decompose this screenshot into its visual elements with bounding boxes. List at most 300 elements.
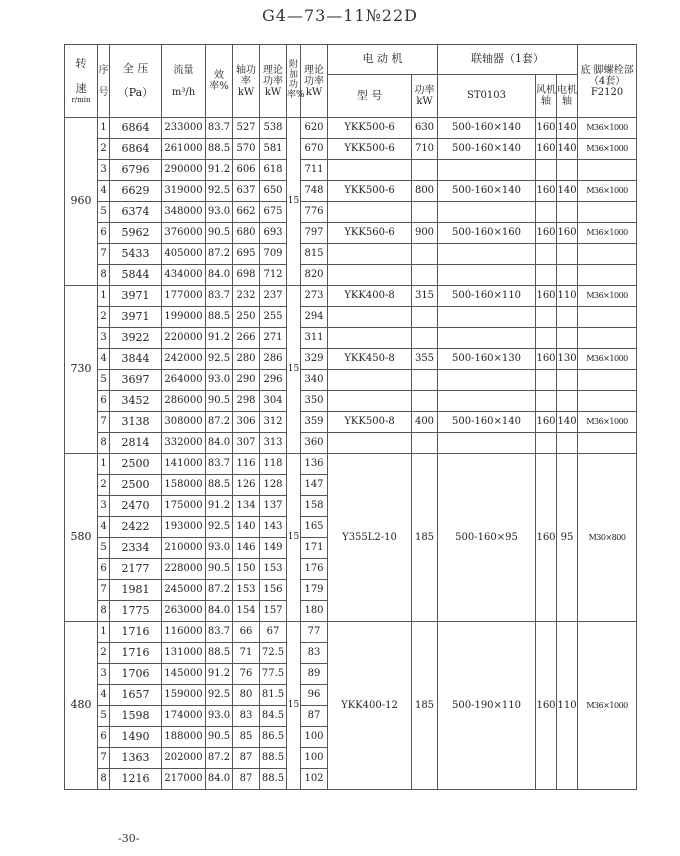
pressure-cell: 1657 [110,685,162,706]
seq-cell: 5 [98,706,110,727]
flow-cell: 264000 [162,370,206,391]
efficiency-cell: 90.5 [206,559,233,580]
motor-model-cell: YKK500-6 [328,181,412,202]
shaft-power-cell: 150 [233,559,260,580]
theory-power-2-cell: 100 [301,727,328,748]
efficiency-cell: 93.0 [206,538,233,559]
motor-model-cell: YKK500-8 [328,412,412,433]
theory-power-1-cell: 237 [260,286,287,307]
seq-cell: 5 [98,370,110,391]
table-header [65,45,637,118]
motor-shaft-cell [557,202,578,223]
page-title: G4—73—11№22D [261,6,418,25]
theory-power-2-cell: 179 [301,580,328,601]
speed-cell: 480 [65,622,98,790]
coupling-cell: 500-160×140 [438,412,536,433]
theory-power-1-cell: 84.5 [260,706,287,727]
shaft-power-cell: 307 [233,433,260,454]
theory-power-2-cell: 273 [301,286,328,307]
bolt-cell [578,244,637,265]
efficiency-cell: 83.7 [206,286,233,307]
efficiency-cell: 87.2 [206,412,233,433]
pressure-cell: 1216 [110,769,162,790]
theory-power-1-cell: 88.5 [260,748,287,769]
flow-cell: 158000 [162,475,206,496]
motor-shaft-cell [557,265,578,286]
pressure-cell: 2814 [110,433,162,454]
coupling-cell [438,202,536,223]
motor-shaft-cell: 160 [557,223,578,244]
theory-power-1-cell: 77.5 [260,664,287,685]
motor-shaft-cell: 110 [557,286,578,307]
header-shaft-power: 轴功率kW [233,45,260,118]
motor-model-cell [328,433,412,454]
theory-power-2-cell: 340 [301,370,328,391]
shaft-power-cell: 146 [233,538,260,559]
fan-shaft-cell: 160 [536,118,557,139]
flow-cell: 319000 [162,181,206,202]
theory-power-1-cell: 143 [260,517,287,538]
fan-shaft-cell: 160 [536,223,557,244]
shaft-power-cell: 298 [233,391,260,412]
seq-cell: 6 [98,223,110,244]
coupling-cell [438,391,536,412]
theory-power-1-cell: 709 [260,244,287,265]
motor-power-cell: 800 [412,181,438,202]
motor-power-cell [412,307,438,328]
flow-cell: 145000 [162,664,206,685]
fan-shaft-cell [536,160,557,181]
efficiency-cell: 83.7 [206,622,233,643]
seq-cell: 2 [98,307,110,328]
theory-power-1-cell: 538 [260,118,287,139]
flow-cell: 308000 [162,412,206,433]
table-row [65,412,637,433]
header-pressure: 全 压 （Pa） [110,45,162,118]
efficiency-cell: 88.5 [206,475,233,496]
table-row [65,349,637,370]
header-fan-shaft: 风机轴 [536,75,557,118]
theory-power-1-cell: 286 [260,349,287,370]
fan-shaft-cell: 160 [536,349,557,370]
table-row [65,307,637,328]
motor-power-cell [412,391,438,412]
pressure-cell: 2177 [110,559,162,580]
seq-cell: 7 [98,412,110,433]
pressure-cell: 6864 [110,139,162,160]
efficiency-cell: 88.5 [206,307,233,328]
flow-cell: 233000 [162,118,206,139]
theory-power-1-cell: 296 [260,370,287,391]
theory-power-1-cell: 67 [260,622,287,643]
header-coupling-model: ST0103 [438,75,536,118]
shaft-power-cell: 695 [233,244,260,265]
flow-cell: 332000 [162,433,206,454]
shaft-power-cell: 116 [233,454,260,475]
flow-cell: 174000 [162,706,206,727]
flow-cell: 228000 [162,559,206,580]
theory-power-2-cell: 87 [301,706,328,727]
seq-cell: 6 [98,391,110,412]
theory-power-2-cell: 776 [301,202,328,223]
seq-cell: 3 [98,328,110,349]
theory-power-1-cell: 693 [260,223,287,244]
theory-power-1-cell: 72.5 [260,643,287,664]
table-row [65,160,637,181]
theory-power-1-cell: 118 [260,454,287,475]
shaft-power-cell: 140 [233,517,260,538]
motor-shaft-cell: 140 [557,118,578,139]
theory-power-1-cell: 618 [260,160,287,181]
flow-cell: 286000 [162,391,206,412]
efficiency-cell: 87.2 [206,748,233,769]
flow-cell: 245000 [162,580,206,601]
seq-cell: 3 [98,496,110,517]
pressure-cell: 3971 [110,286,162,307]
motor-power-cell: 315 [412,286,438,307]
coupling-cell [438,307,536,328]
bolt-cell: M36×1000 [578,118,637,139]
theory-power-2-cell: 329 [301,349,328,370]
theory-power-1-cell: 86.5 [260,727,287,748]
pressure-cell: 2470 [110,496,162,517]
table-row [65,223,637,244]
seq-cell: 6 [98,727,110,748]
shaft-power-cell: 153 [233,580,260,601]
table-row [65,265,637,286]
pressure-cell: 3971 [110,307,162,328]
coupling-cell [438,370,536,391]
extra-power-cell: 15 [287,286,301,454]
theory-power-1-cell: 153 [260,559,287,580]
flow-cell: 199000 [162,307,206,328]
extra-power-cell: 15 [287,118,301,286]
motor-power-cell [412,265,438,286]
flow-cell: 220000 [162,328,206,349]
bolt-cell: M36×1000 [578,622,637,790]
motor-shaft-cell: 140 [557,412,578,433]
motor-shaft-cell [557,307,578,328]
table-row [65,244,637,265]
motor-model-cell: YKK500-6 [328,118,412,139]
seq-cell: 8 [98,265,110,286]
header-motor: 电 动 机 [328,45,438,75]
header-foundation: 底 脚螺栓部（4套）F2120 [578,45,637,118]
coupling-cell: 500-190×110 [438,622,536,790]
shaft-power-cell: 266 [233,328,260,349]
table-row [65,181,637,202]
flow-cell: 141000 [162,454,206,475]
seq-cell: 2 [98,643,110,664]
seq-cell: 2 [98,475,110,496]
header-speed: 转 速 r/min [65,45,98,118]
flow-cell: 242000 [162,349,206,370]
shaft-power-cell: 606 [233,160,260,181]
efficiency-cell: 84.0 [206,433,233,454]
theory-power-2-cell: 797 [301,223,328,244]
motor-model-cell [328,202,412,223]
speed-cell: 960 [65,118,98,286]
coupling-cell: 500-160×95 [438,454,536,622]
motor-model-cell [328,307,412,328]
motor-shaft-cell [557,391,578,412]
motor-model-cell [328,160,412,181]
fan-shaft-cell [536,328,557,349]
fan-shaft-cell [536,307,557,328]
shaft-power-cell: 134 [233,496,260,517]
bolt-cell [578,328,637,349]
motor-power-cell [412,370,438,391]
shaft-power-cell: 662 [233,202,260,223]
shaft-power-cell: 280 [233,349,260,370]
efficiency-cell: 90.5 [206,391,233,412]
header-motor-power: 功率kW [412,75,438,118]
flow-cell: 193000 [162,517,206,538]
efficiency-cell: 92.5 [206,349,233,370]
efficiency-cell: 92.5 [206,181,233,202]
shaft-power-cell: 306 [233,412,260,433]
seq-cell: 7 [98,244,110,265]
efficiency-cell: 83.7 [206,118,233,139]
coupling-cell [438,160,536,181]
pressure-cell: 2500 [110,475,162,496]
motor-model-cell [328,370,412,391]
speed-cell: 580 [65,454,98,622]
seq-cell: 4 [98,685,110,706]
motor-model-cell: YKK400-12 [328,622,412,790]
bolt-cell [578,160,637,181]
efficiency-cell: 90.5 [206,223,233,244]
pressure-cell: 5962 [110,223,162,244]
theory-power-1-cell: 271 [260,328,287,349]
shaft-power-cell: 76 [233,664,260,685]
theory-power-2-cell: 359 [301,412,328,433]
pressure-cell: 2422 [110,517,162,538]
pressure-cell: 3697 [110,370,162,391]
pressure-cell: 3922 [110,328,162,349]
seq-cell: 5 [98,202,110,223]
bolt-cell [578,433,637,454]
motor-model-cell [328,265,412,286]
pressure-cell: 6796 [110,160,162,181]
motor-power-cell: 185 [412,454,438,622]
shaft-power-cell: 126 [233,475,260,496]
theory-power-2-cell: 670 [301,139,328,160]
pressure-cell: 1363 [110,748,162,769]
extra-power-cell: 15 [287,454,301,622]
bolt-cell: M36×1000 [578,139,637,160]
coupling-cell: 500-160×110 [438,286,536,307]
flow-cell: 175000 [162,496,206,517]
shaft-power-cell: 290 [233,370,260,391]
fan-shaft-cell [536,433,557,454]
bolt-cell [578,265,637,286]
flow-cell: 263000 [162,601,206,622]
motor-model-cell: YKK560-6 [328,223,412,244]
theory-power-2-cell: 102 [301,769,328,790]
bolt-cell: M36×1000 [578,223,637,244]
bolt-cell [578,370,637,391]
efficiency-cell: 91.2 [206,664,233,685]
shaft-power-cell: 698 [233,265,260,286]
table-row [65,391,637,412]
pressure-cell: 6629 [110,181,162,202]
theory-power-2-cell: 158 [301,496,328,517]
pressure-cell: 6864 [110,118,162,139]
theory-power-1-cell: 128 [260,475,287,496]
coupling-cell: 500-160×160 [438,223,536,244]
seq-cell: 7 [98,580,110,601]
seq-cell: 1 [98,118,110,139]
motor-power-cell: 630 [412,118,438,139]
bolt-cell [578,391,637,412]
coupling-cell [438,265,536,286]
theory-power-1-cell: 157 [260,601,287,622]
theory-power-2-cell: 165 [301,517,328,538]
speed-cell: 730 [65,286,98,454]
motor-shaft-cell [557,328,578,349]
theory-power-1-cell: 156 [260,580,287,601]
flow-cell: 177000 [162,286,206,307]
motor-model-cell [328,391,412,412]
seq-cell: 4 [98,517,110,538]
shaft-power-cell: 680 [233,223,260,244]
theory-power-1-cell: 650 [260,181,287,202]
seq-cell: 8 [98,601,110,622]
header-theory-power-1: 理论功率kW [260,45,287,118]
theory-power-2-cell: 350 [301,391,328,412]
seq-cell: 3 [98,664,110,685]
theory-power-1-cell: 304 [260,391,287,412]
header-motor-shaft: 电机轴 [557,75,578,118]
theory-power-1-cell: 149 [260,538,287,559]
theory-power-2-cell: 820 [301,265,328,286]
seq-cell: 8 [98,433,110,454]
efficiency-cell: 87.2 [206,580,233,601]
motor-model-cell: Y355L2-10 [328,454,412,622]
coupling-cell: 500-160×140 [438,181,536,202]
efficiency-cell: 92.5 [206,517,233,538]
efficiency-cell: 93.0 [206,706,233,727]
table-row [65,202,637,223]
seq-cell: 8 [98,769,110,790]
theory-power-2-cell: 294 [301,307,328,328]
motor-shaft-cell [557,433,578,454]
bolt-cell: M36×1000 [578,286,637,307]
efficiency-cell: 93.0 [206,370,233,391]
header-theory-power-2: 理论功率kW [301,45,328,118]
flow-cell: 405000 [162,244,206,265]
page-number: -30- [118,832,140,845]
theory-power-1-cell: 81.5 [260,685,287,706]
theory-power-2-cell: 89 [301,664,328,685]
motor-model-cell: YKK450-8 [328,349,412,370]
pressure-cell: 6374 [110,202,162,223]
seq-cell: 4 [98,349,110,370]
pressure-cell: 3844 [110,349,162,370]
motor-model-cell: YKK500-6 [328,139,412,160]
shaft-power-cell: 71 [233,643,260,664]
header-efficiency: 效率% [206,45,233,118]
bolt-cell [578,202,637,223]
theory-power-1-cell: 88.5 [260,769,287,790]
motor-shaft-cell: 140 [557,139,578,160]
fan-shaft-cell: 160 [536,286,557,307]
seq-cell: 1 [98,622,110,643]
efficiency-cell: 91.2 [206,496,233,517]
motor-power-cell [412,328,438,349]
efficiency-cell: 83.7 [206,454,233,475]
theory-power-2-cell: 311 [301,328,328,349]
bolt-cell: M36×1000 [578,349,637,370]
shaft-power-cell: 87 [233,769,260,790]
theory-power-2-cell: 100 [301,748,328,769]
coupling-cell [438,328,536,349]
flow-cell: 188000 [162,727,206,748]
flow-cell: 434000 [162,265,206,286]
shaft-power-cell: 527 [233,118,260,139]
motor-shaft-cell: 95 [557,454,578,622]
pressure-cell: 1981 [110,580,162,601]
pressure-cell: 2500 [110,454,162,475]
bolt-cell: M30×800 [578,454,637,622]
fan-shaft-cell [536,370,557,391]
theory-power-1-cell: 313 [260,433,287,454]
fan-shaft-cell [536,265,557,286]
header-coupling: 联轴器（1套） [438,45,578,75]
seq-cell: 2 [98,139,110,160]
shaft-power-cell: 570 [233,139,260,160]
shaft-power-cell: 87 [233,748,260,769]
motor-model-cell [328,328,412,349]
bolt-cell [578,307,637,328]
theory-power-1-cell: 255 [260,307,287,328]
theory-power-2-cell: 96 [301,685,328,706]
coupling-cell: 500-160×140 [438,118,536,139]
table-row [65,622,637,643]
theory-power-2-cell: 136 [301,454,328,475]
efficiency-cell: 88.5 [206,643,233,664]
seq-cell: 7 [98,748,110,769]
shaft-power-cell: 232 [233,286,260,307]
shaft-power-cell: 66 [233,622,260,643]
coupling-cell [438,244,536,265]
fan-spec-table [64,44,637,790]
motor-model-cell: YKK400-8 [328,286,412,307]
table-row [65,118,637,139]
motor-power-cell [412,202,438,223]
header-extra-power: 附加功率% [287,45,301,118]
pressure-cell: 1490 [110,727,162,748]
efficiency-cell: 90.5 [206,727,233,748]
bolt-cell: M36×1000 [578,412,637,433]
theory-power-2-cell: 748 [301,181,328,202]
fan-shaft-cell [536,391,557,412]
coupling-cell: 500-160×140 [438,139,536,160]
flow-cell: 159000 [162,685,206,706]
header-motor-model: 型 号 [328,75,412,118]
theory-power-2-cell: 171 [301,538,328,559]
flow-cell: 348000 [162,202,206,223]
flow-cell: 131000 [162,643,206,664]
pressure-cell: 3452 [110,391,162,412]
seq-cell: 4 [98,181,110,202]
efficiency-cell: 92.5 [206,685,233,706]
theory-power-1-cell: 712 [260,265,287,286]
motor-power-cell: 710 [412,139,438,160]
shaft-power-cell: 637 [233,181,260,202]
bolt-cell: M36×1000 [578,181,637,202]
